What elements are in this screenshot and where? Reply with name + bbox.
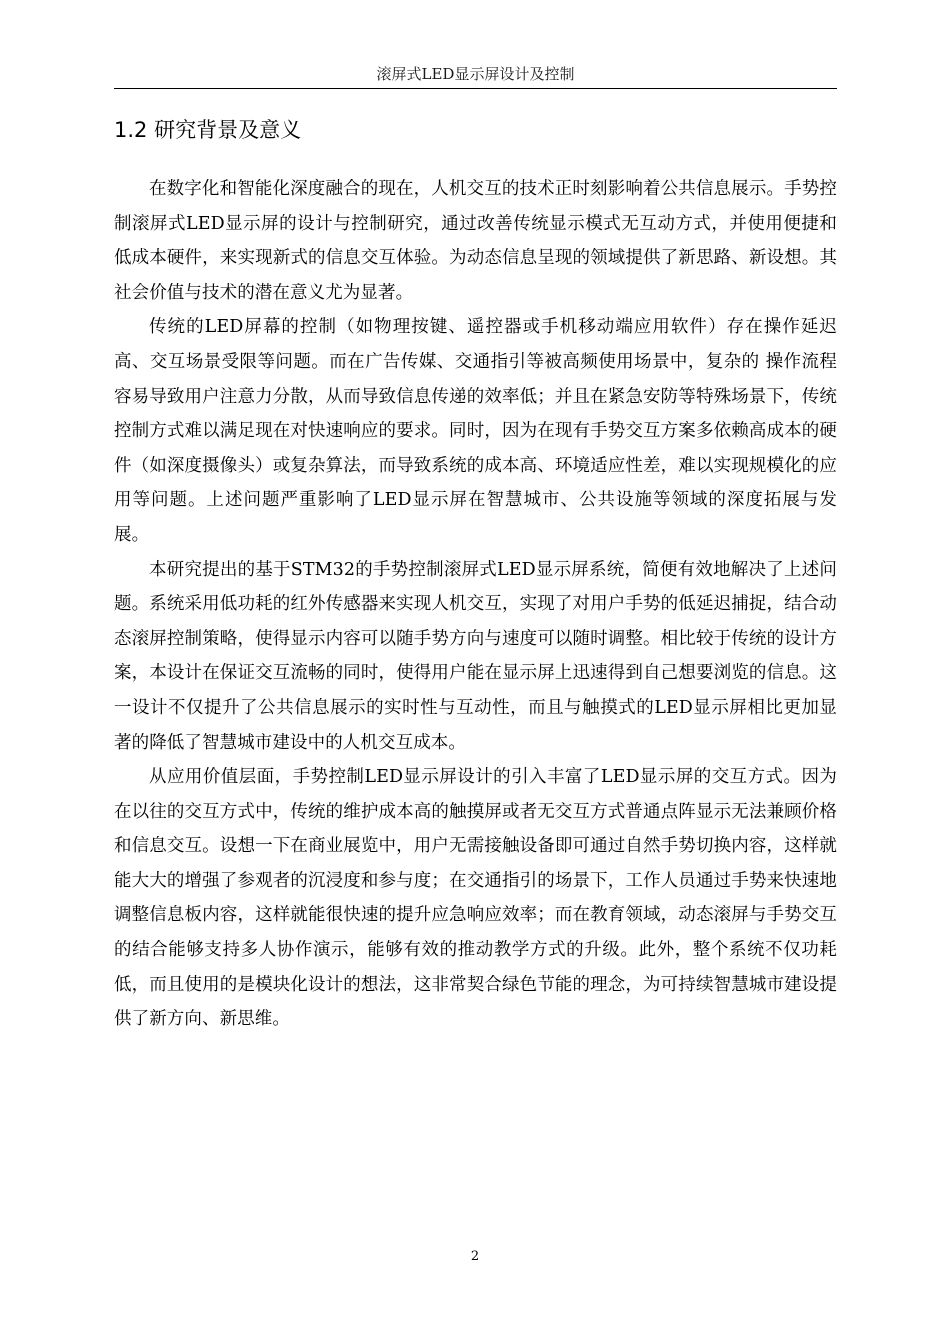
paragraph-4: 从应用价值层面，手势控制LED显示屏设计的引入丰富了LED显示屏的交互方式。因为在以往的交互方式中，传统的维护成本高的触摸屏或者无交互方式普通点阵显示无法兼顾价格和信息交互。设想一下在商业展览中，用户无需接触设备即可通过自然手势切换内容，这样就能大大的增强了参观者的沉浸度和参与度；在交通指引的场景下，工作人员通过手势来快速地调整信息板内容，这样就能很快速的提升应急响应效率；而在教育领域，动态滚屏与手势交互的结合能够支持多人协作演示，能够有效的推动教学方式的升级。此外，整个系统不仅功耗低，而且使用的是模块化设计的想法，这非常契合绿色节能的理念，为可持续智慧城市建设提供了新方向、新思维。 (114, 767, 837, 1030)
page-number: 2 (470, 1249, 480, 1264)
section-heading: 1.2 研究背景及意义 (114, 118, 302, 142)
paragraph-2: 传统的LED屏幕的控制（如物理按键、遥控器或手机移动端应用软件）存在操作延迟高、交互场景受限等问题。而在广告传媒、交通指引等被高频使用场景中，复杂的 操作流程容易导致用户注意力分散，从而导致信息传递的效率低；并且在紧急安防等特殊场景下，传统控制方式难以满足现在对快速响应的要求。同时，因为在现有手势交互方案多依赖高成本的硬件（如深度摄像头）或复杂算法，而导致系统的成本高、环境适应性差，难以实现规模化的应用等问题。上述问题严重影响了LED显示屏在智慧城市、公共设施等领域的深度拓展与发展。 (114, 317, 837, 545)
running-header-title: 滚屏式LED显示屏设计及控制 (376, 65, 575, 83)
header-divider (114, 88, 837, 89)
body-text (114, 172, 837, 1037)
paragraph-1: 在数字化和智能化深度融合的现在，人机交互的技术正时刻影响着公共信息展示。手势控制滚屏式LED显示屏的设计与控制研究，通过改善传统显示模式无互动方式，并使用便捷和低成本硬件，来实现新式的信息交互体验。为动态信息呈现的领域提供了新思路、新设想。其社会价值与技术的潜在意义尤为显著。 (114, 179, 837, 303)
paragraph-3: 本研究提出的基于STM32的手势控制滚屏式LED显示屏系统，简便有效地解决了上述问题。系统采用低功耗的红外传感器来实现人机交互，实现了对用户手势的低延迟捕捉，结合动态滚屏控制策略，使得显示内容可以随手势方向与速度可以随时调整。相比较于传统的设计方案，本设计在保证交互流畅的同时，使得用户能在显示屏上迅速得到自己想要浏览的信息。这一设计不仅提升了公共信息展示的实时性与互动性，而且与触摸式的LED显示屏相比更加显著的降低了智慧城市建设中的人机交互成本。 (114, 559, 837, 753)
